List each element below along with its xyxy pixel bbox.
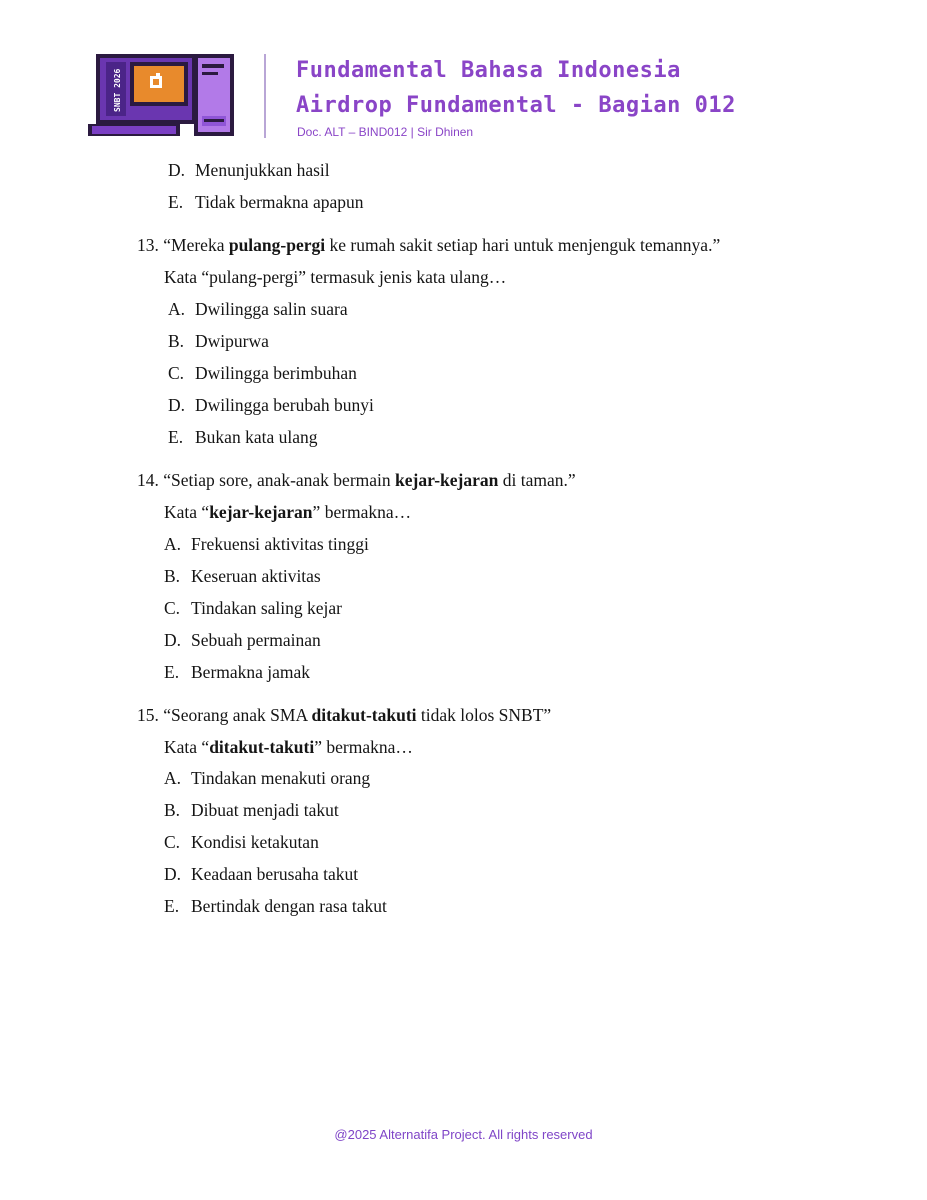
- option-letter: D.: [164, 630, 182, 650]
- option-letter: B.: [164, 800, 181, 820]
- logo-label: SNBT 2026: [113, 68, 122, 112]
- option-letter: D.: [168, 395, 186, 415]
- prompt-text: Kata “: [164, 737, 210, 757]
- option-text: Dwipurwa: [195, 331, 269, 351]
- prompt-text: ” bermakna…: [312, 502, 412, 522]
- snbt-computer-logo: [86, 52, 236, 138]
- question-13-prompt: Kata “pulang-pergi” termasuk jenis kata ulang…: [164, 267, 507, 287]
- prompt-text: ” bermakna…: [314, 737, 413, 757]
- option-text: Dibuat menjadi takut: [191, 800, 339, 820]
- option-text: Keadaan berusaha takut: [191, 864, 359, 884]
- stem-keyword: ditakut-takuti: [311, 705, 417, 725]
- stem-keyword: pulang-pergi: [228, 235, 326, 255]
- option-text: Dwilingga berimbuhan: [195, 363, 357, 383]
- option-letter: A.: [164, 768, 182, 788]
- prompt-text: Kata “: [164, 502, 210, 522]
- option-text: Bermakna jamak: [191, 662, 311, 682]
- option-text: Keseruan aktivitas: [191, 566, 321, 586]
- option-text: Kondisi ketakutan: [191, 832, 319, 852]
- option-letter: A.: [164, 534, 182, 554]
- question-15-stem: [137, 705, 551, 726]
- option-text: Tindakan saling kejar: [191, 598, 342, 618]
- stem-text: tidak lolos SNBT”: [416, 705, 552, 725]
- question-15-prompt: [164, 737, 413, 758]
- option-letter: E.: [168, 427, 184, 447]
- option-letter: C.: [168, 363, 185, 383]
- stem-text: “Mereka: [163, 235, 229, 255]
- option-letter: B.: [168, 331, 185, 351]
- stem-text: di taman.”: [498, 470, 576, 490]
- stem-text: “Setiap sore, anak-anak bermain: [163, 470, 396, 490]
- question-13-stem: [137, 235, 720, 256]
- option-letter: E.: [168, 192, 184, 212]
- doc-reference: Doc. ALT – BIND012 | Sir Dhinen: [297, 125, 474, 139]
- prompt-keyword: kejar-kejaran: [209, 502, 313, 522]
- option-letter: E.: [164, 662, 180, 682]
- option-text: Menunjukkan hasil: [195, 160, 330, 180]
- option-letter: B.: [164, 566, 181, 586]
- option-letter: D.: [168, 160, 186, 180]
- option-text: Dwilingga salin suara: [195, 299, 348, 319]
- stem-text: ke rumah sakit setiap hari untuk menjenguk temannya.”: [325, 235, 721, 255]
- stem-text: “Seorang anak SMA: [163, 705, 312, 725]
- option-text: Bertindak dengan rasa takut: [191, 896, 387, 916]
- option-text: Sebuah permainan: [191, 630, 321, 650]
- page-subtitle: Airdrop Fundamental - Bagian 012: [296, 93, 736, 118]
- question-number: 13.: [137, 235, 159, 255]
- option-letter: D.: [164, 864, 182, 884]
- option-letter: A.: [168, 299, 186, 319]
- question-number: 14.: [137, 470, 159, 490]
- stem-keyword: kejar-kejaran: [395, 470, 499, 490]
- option-text: Dwilingga berubah bunyi: [195, 395, 374, 415]
- option-letter: C.: [164, 598, 181, 618]
- option-text: Tindakan menakuti orang: [191, 768, 371, 788]
- question-number: 15.: [137, 705, 159, 725]
- header-divider: [264, 54, 266, 138]
- option-text: Frekuensi aktivitas tinggi: [191, 534, 369, 554]
- option-letter: C.: [164, 832, 181, 852]
- prompt-keyword: ditakut-takuti: [209, 737, 315, 757]
- option-letter: E.: [164, 896, 180, 916]
- option-text: Tidak bermakna apapun: [195, 192, 364, 212]
- question-14-prompt: [164, 502, 411, 523]
- question-14-stem: [137, 470, 576, 491]
- option-text: Bukan kata ulang: [195, 427, 318, 447]
- page-title: Fundamental Bahasa Indonesia: [296, 58, 681, 83]
- copyright-footer: @2025 Alternatifa Project. All rights reserved: [334, 1127, 593, 1142]
